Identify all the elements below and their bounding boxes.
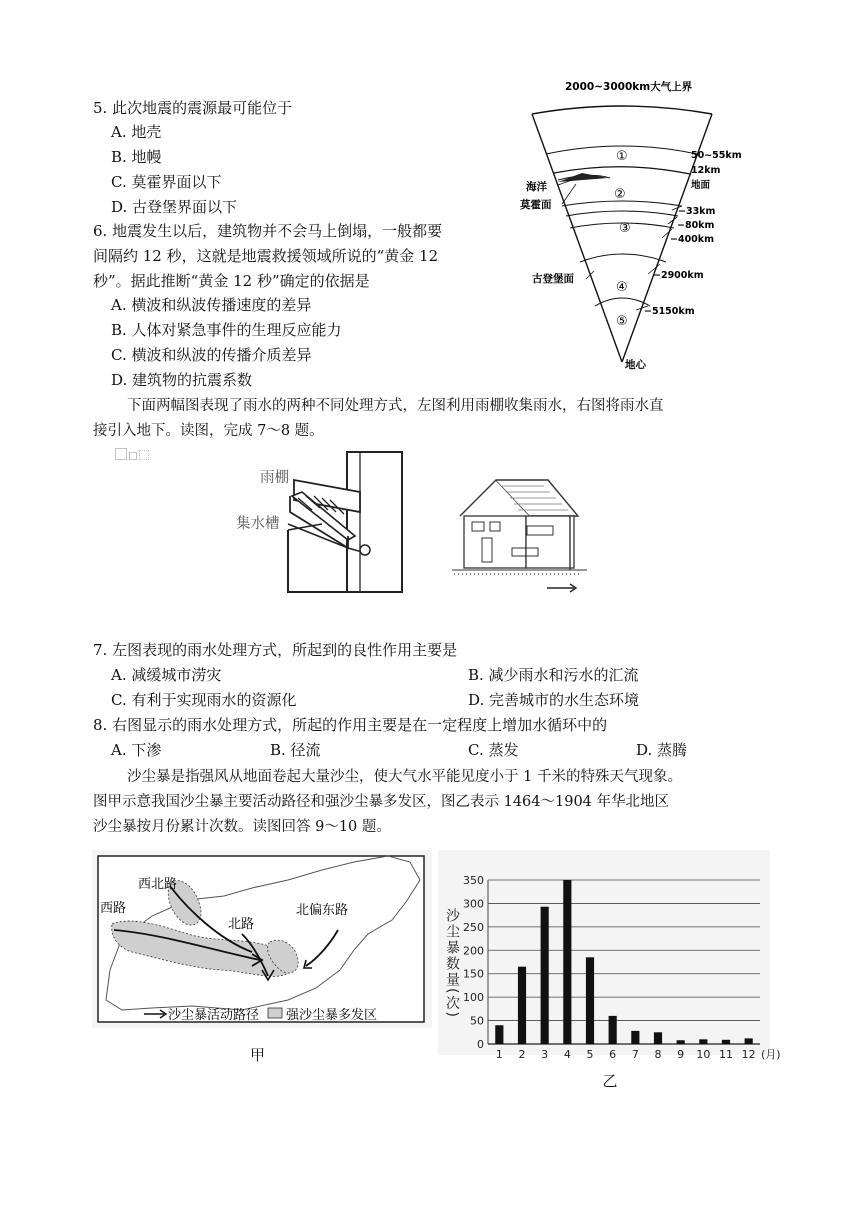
y-axis-label: 沙尘暴数量(次): [444, 908, 460, 1019]
earth-core-label: 地心: [625, 359, 646, 371]
dust-intro-line-1: 沙尘暴是指强风从地面卷起大量沙尘，使大气水平能见度小于 1 千米的特殊天气现象。: [127, 769, 682, 785]
chart-caption-yi: 乙: [602, 1072, 618, 1090]
q8-option-c[interactable]: C. 蒸发: [468, 741, 519, 759]
x-tick-label-11: 11: [719, 1048, 733, 1061]
bar-month-4: [563, 880, 571, 1044]
depth-label-400km: −400km: [670, 234, 715, 245]
layer-1-label: ①: [616, 149, 628, 164]
earth-structure-diagram: [520, 76, 780, 372]
q6-option-a[interactable]: A. 横波和纵波传播速度的差异: [111, 296, 312, 314]
x-tick-label-6: 6: [609, 1048, 617, 1061]
dust-storm-monthly-chart: [438, 850, 781, 1090]
bar-month-2: [518, 967, 526, 1044]
route-west-label: 西路: [100, 901, 127, 916]
layer-4-label: ④: [616, 280, 628, 295]
x-tick-label-2: 2: [518, 1048, 526, 1061]
depth-label-80km: −80km: [677, 220, 715, 231]
map-caption-jia: 甲: [250, 1046, 266, 1064]
depth-label-50-55km: 50~55km: [691, 150, 742, 161]
bar-month-6: [609, 1016, 617, 1044]
bar-month-9: [677, 1040, 685, 1044]
route-north-east-label: 北偏东路: [296, 903, 349, 918]
q7-option-b[interactable]: B. 减少雨水和污水的汇流: [468, 666, 639, 684]
shed-label: 雨棚: [260, 470, 289, 486]
q7-option-d[interactable]: D. 完善城市的水生态环境: [468, 691, 640, 709]
x-tick-label-8: 8: [654, 1048, 662, 1061]
depth-label-5150km: −5150km: [644, 306, 695, 317]
q6-line-1: 6. 地震发生以后，建筑物并不会马上倒塌，一般都要: [93, 222, 443, 240]
q7-stem: 7. 左图表现的雨水处理方式，所起到的良性作用主要是: [93, 641, 458, 659]
dust-intro-line-3: 沙尘暴按月份累计次数。读图回答 9～10 题。: [93, 819, 391, 835]
q7-option-c[interactable]: C. 有利于实现雨水的资源化: [111, 691, 297, 709]
x-unit-label: (月): [761, 1048, 781, 1061]
q7-option-a[interactable]: A. 减缓城市涝灾: [111, 666, 222, 684]
x-tick-label-3: 3: [541, 1048, 549, 1061]
legend-area-label: 强沙尘暴多发区: [286, 1008, 378, 1023]
q6-line-3: 秒”。据此推断“黄金 12 秒”确定的依据是: [93, 272, 370, 290]
route-northwest-label: 西北路: [138, 877, 178, 892]
gutenberg-label: 古登堡面: [532, 273, 574, 285]
x-tick-label-9: 9: [677, 1048, 685, 1061]
q5-option-a[interactable]: A. 地壳: [111, 123, 162, 141]
y-tick-label-300: 300: [463, 897, 484, 911]
dust-intro-line-2: 图甲示意我国沙尘暴主要活动路径和强沙尘暴多发区，图乙表示 1464～1904 年华北地区: [93, 794, 670, 810]
rain-shed-illustration: [232, 452, 412, 594]
trough-label: 集水槽: [236, 516, 280, 532]
route-north-label: 北路: [228, 917, 255, 932]
ground-label: 地面: [691, 180, 711, 191]
y-tick-label-100: 100: [463, 991, 484, 1005]
q5-stem: 5. 此次地震的震源最可能位于: [93, 99, 293, 117]
x-tick-label-7: 7: [631, 1048, 639, 1061]
q5-option-d[interactable]: D. 古登堡界面以下: [111, 198, 238, 216]
y-tick-label-50: 50: [470, 1014, 484, 1028]
q6-option-d[interactable]: D. 建筑物的抗震系数: [111, 371, 253, 389]
legend-route-label: 沙尘暴活动路径: [168, 1008, 260, 1023]
bar-month-7: [631, 1031, 639, 1044]
q8-option-a[interactable]: A. 下渗: [111, 741, 162, 759]
rain-intro-line-2: 接引入地下。读图，完成 7～8 题。: [93, 423, 324, 439]
q5-option-b[interactable]: B. 地幔: [111, 148, 162, 166]
y-tick-label-150: 150: [463, 967, 484, 981]
bar-month-12: [745, 1038, 753, 1044]
bar-month-5: [586, 957, 594, 1044]
depth-label-12km: 12km: [691, 165, 721, 176]
y-tick-label-350: 350: [463, 874, 484, 887]
q8-stem: 8. 右图显示的雨水处理方式，所起的作用主要是在一定程度上增加水循环中的: [93, 716, 608, 734]
y-tick-label-0: 0: [477, 1038, 484, 1051]
y-tick-label-200: 200: [463, 944, 484, 958]
moho-label: 莫霍面: [520, 199, 552, 211]
layer-3-label: ③: [619, 221, 631, 236]
y-tick-label-250: 250: [463, 920, 484, 934]
x-tick-label-12: 12: [741, 1048, 756, 1061]
q8-option-b[interactable]: B. 径流: [270, 741, 321, 759]
layer-5-label: ⑤: [616, 314, 628, 329]
q8-option-d[interactable]: D. 蒸腾: [636, 741, 688, 759]
bar-month-11: [722, 1040, 730, 1044]
q6-option-b[interactable]: B. 人体对紧急事件的生理反应能力: [111, 321, 342, 339]
dust-route-map: [92, 850, 432, 1028]
atmosphere-top-label: 2000~3000km大气上界: [565, 81, 693, 93]
layer-2-label: ②: [614, 187, 626, 202]
small-watermark-icon: [115, 446, 151, 464]
depth-label-2900km: −2900km: [653, 270, 704, 281]
bar-month-8: [654, 1032, 662, 1044]
x-tick-label-4: 4: [563, 1048, 571, 1061]
q6-line-2: 间隔约 12 秒，这就是地震救援领域所说的“黄金 12: [93, 247, 439, 265]
ocean-label: 海洋: [526, 181, 547, 193]
bar-month-1: [495, 1025, 503, 1044]
q5-option-c[interactable]: C. 莫霍界面以下: [111, 173, 222, 191]
depth-label-33km: −33km: [678, 206, 716, 217]
bar-month-3: [541, 907, 549, 1044]
rain-intro-line-1: 下面两幅图表现了雨水的两种不同处理方式，左图利用雨棚收集雨水，右图将雨水直: [127, 398, 664, 414]
bar-month-10: [699, 1039, 707, 1044]
x-tick-label-1: 1: [495, 1048, 503, 1061]
x-tick-label-10: 10: [696, 1048, 711, 1061]
house-infiltration-illustration: [452, 474, 587, 596]
x-tick-label-5: 5: [586, 1048, 594, 1061]
q6-option-c[interactable]: C. 横波和纵波的传播介质差异: [111, 346, 312, 364]
